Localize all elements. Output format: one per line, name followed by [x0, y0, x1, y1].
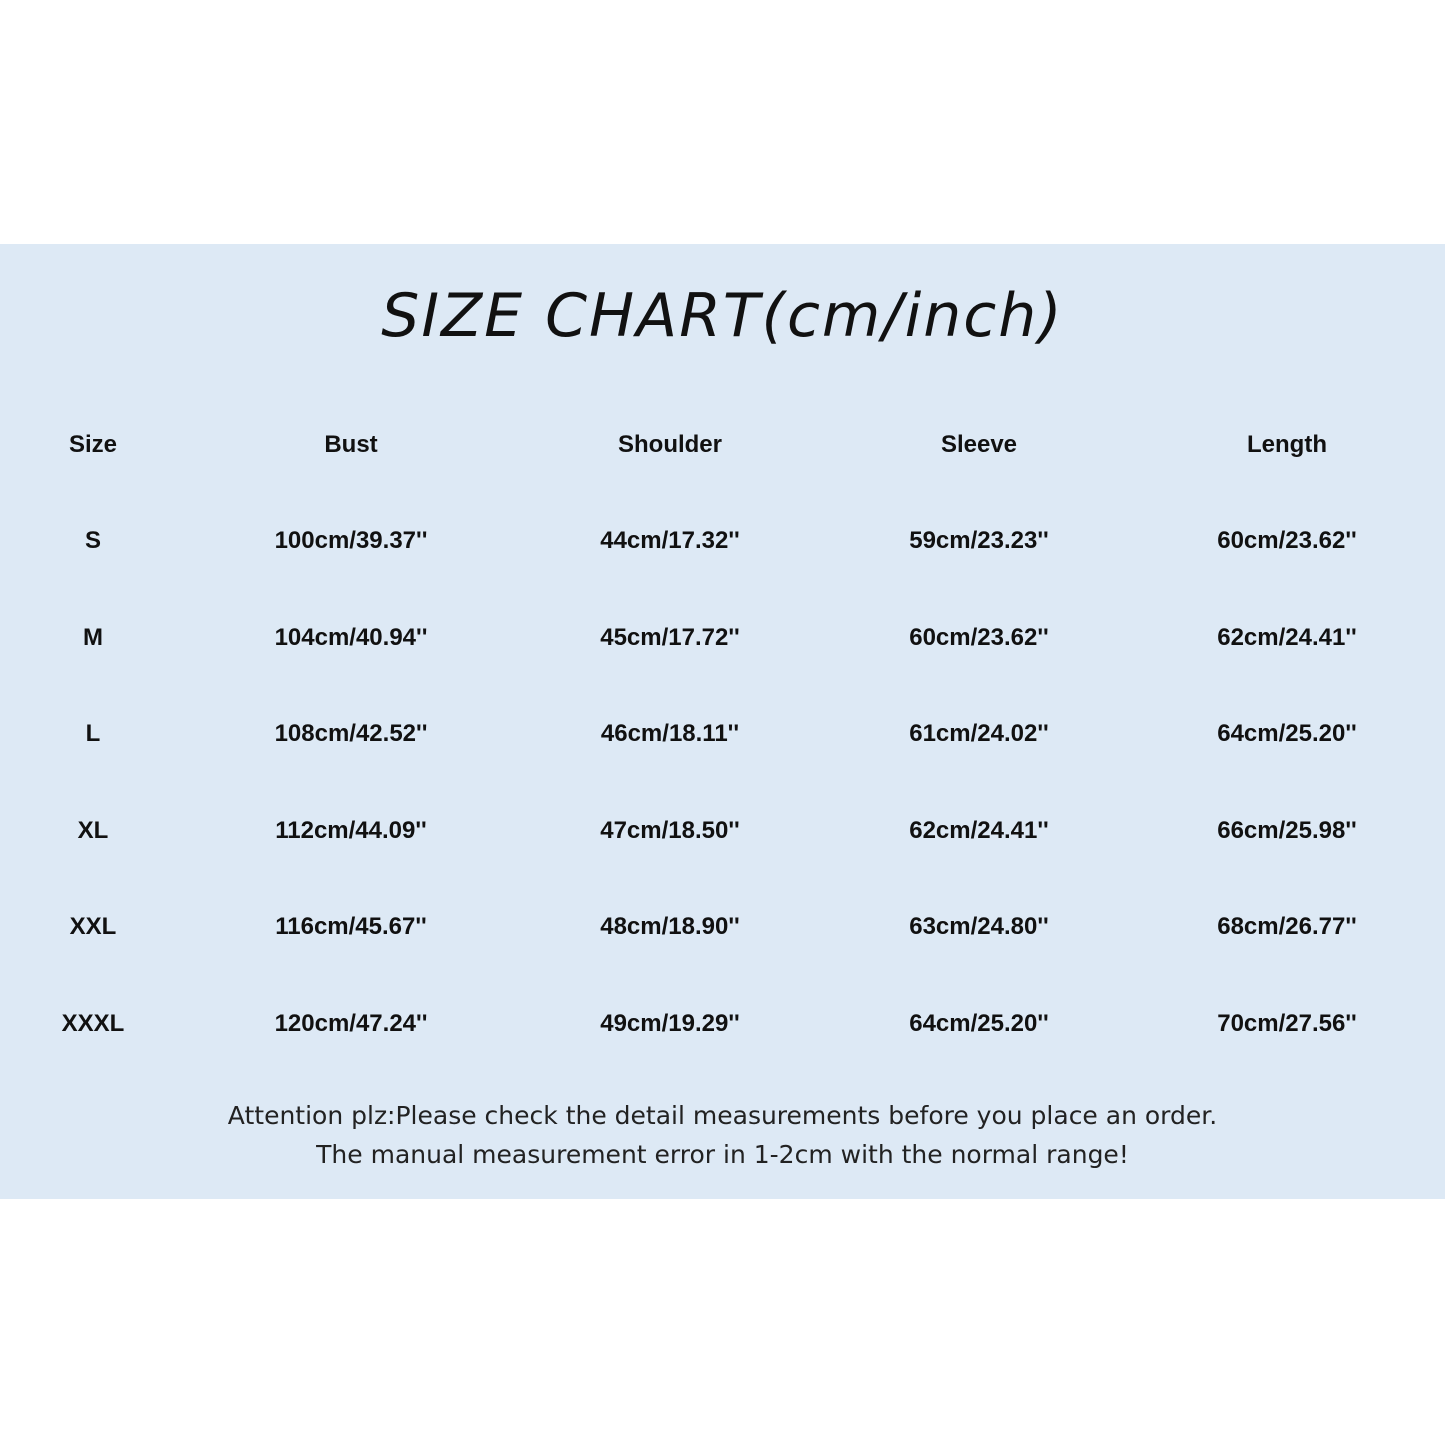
length-cell: 68cm/26.77'' [1217, 913, 1357, 940]
length-cell: 66cm/25.98'' [1217, 817, 1357, 844]
table-row [0, 1004, 1445, 1044]
size-cell: M [83, 624, 103, 651]
header-length: Length [1247, 431, 1327, 458]
size-chart-panel [0, 244, 1445, 1199]
table-row [0, 521, 1445, 561]
shoulder-cell: 44cm/17.32'' [600, 527, 740, 554]
table-row [0, 714, 1445, 754]
length-cell: 62cm/24.41'' [1217, 624, 1357, 651]
header-shoulder: Shoulder [617, 431, 722, 458]
table-row [0, 811, 1445, 851]
bust-cell: 120cm/47.24'' [274, 1010, 428, 1037]
header-size: Size [68, 431, 118, 458]
bust-cell: 116cm/45.67'' [275, 913, 427, 940]
header-sleeve: Sleeve [940, 431, 1018, 458]
sleeve-cell: 60cm/23.62'' [909, 624, 1049, 651]
size-cell: XXL [69, 913, 117, 940]
length-cell: 60cm/23.62'' [1217, 527, 1357, 554]
size-cell: XL [77, 817, 109, 844]
bust-cell: 100cm/39.37'' [274, 527, 428, 554]
bust-cell: 112cm/44.09'' [275, 817, 427, 844]
size-cell: L [85, 720, 101, 747]
bust-cell: 108cm/42.52'' [274, 720, 428, 747]
size-cell: XXXL [61, 1010, 125, 1037]
length-cell: 64cm/25.20'' [1217, 720, 1357, 747]
attention-note-line-1: Attention plz:Please check the detail measurements before you place an order. [227, 1101, 1218, 1130]
sleeve-cell: 59cm/23.23'' [909, 527, 1049, 554]
table-row [0, 907, 1445, 947]
length-cell: 70cm/27.56'' [1217, 1010, 1357, 1037]
size-chart-title: SIZE CHART(cm/inch) [381, 281, 1064, 351]
shoulder-cell: 45cm/17.72'' [600, 624, 740, 651]
shoulder-cell: 49cm/19.29'' [600, 1010, 740, 1037]
sleeve-cell: 62cm/24.41'' [909, 817, 1049, 844]
sleeve-cell: 64cm/25.20'' [909, 1010, 1049, 1037]
table-header-row [0, 425, 1445, 465]
header-bust: Bust [324, 431, 378, 458]
sleeve-cell: 63cm/24.80'' [909, 913, 1049, 940]
shoulder-cell: 47cm/18.50'' [600, 817, 740, 844]
bust-cell: 104cm/40.94'' [274, 624, 428, 651]
size-cell: S [84, 527, 101, 554]
table-row [0, 618, 1445, 658]
sleeve-cell: 61cm/24.02'' [909, 720, 1049, 747]
shoulder-cell: 46cm/18.11'' [600, 720, 740, 747]
shoulder-cell: 48cm/18.90'' [600, 913, 740, 940]
attention-note-line-2: The manual measurement error in 1-2cm with the normal range! [316, 1140, 1129, 1169]
